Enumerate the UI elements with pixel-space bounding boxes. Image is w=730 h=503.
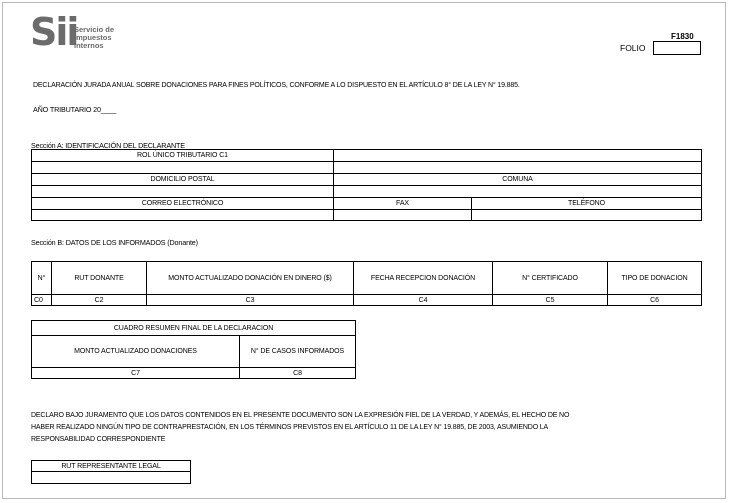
summary-header-amount: MONTO ACTUALIZADO DONACIONES bbox=[32, 336, 240, 368]
code-c8: C8 bbox=[240, 368, 356, 379]
col-header-amount: MONTO ACTUALIZADO DONACIÓN EN DINERO ($) bbox=[147, 262, 354, 295]
code-c4: C4 bbox=[354, 295, 493, 306]
summary-table bbox=[31, 320, 356, 379]
code-c5: C5 bbox=[493, 295, 608, 306]
comuna-field[interactable] bbox=[334, 186, 702, 198]
form-code: F1830 bbox=[671, 32, 694, 41]
fax-label: FAX bbox=[334, 198, 472, 210]
section-a-table bbox=[31, 149, 702, 221]
legal-rep-label: RUT REPRESENTANTE LEGAL bbox=[32, 461, 191, 472]
declaration-line-1: DECLARO BAJO JURAMENTO QUE LOS DATOS CONTENIDOS EN EL PRESENTE DOCUMENTO SON LA EXPRESIÓN FIEL DE LA VERDAD, Y ADEMÁS, EL HECHO DE NO bbox=[31, 412, 570, 419]
summary-title: CUADRO RESUMEN FINAL DE LA DECLARACION bbox=[32, 321, 356, 336]
fax-field[interactable] bbox=[334, 210, 472, 221]
logo-line-3: Internos bbox=[74, 41, 104, 50]
address-label: DOMICILIO POSTAL bbox=[32, 174, 334, 186]
summary-header-cases: N° DE CASOS INFORMADOS bbox=[240, 336, 356, 368]
logo-line-1: Servicio de bbox=[74, 25, 115, 34]
folio-field[interactable] bbox=[653, 41, 701, 55]
col-header-type: TIPO DE DONACION bbox=[608, 262, 702, 295]
section-b-title: Sección B: DATOS DE LOS INFORMADOS (Donante) bbox=[31, 238, 198, 247]
form-title: DECLARACIÓN JURADA ANUAL SOBRE DONACIONES PARA FINES POLÍTICOS, CONFORME A LO DISPUESTO EN EL ARTÍCULO 8° DE LA LEY N° 19.885. bbox=[33, 82, 520, 89]
email-field[interactable] bbox=[32, 210, 334, 221]
section-b-table bbox=[31, 261, 702, 306]
sii-logo-text bbox=[74, 26, 114, 50]
phone-label: TELÉFONO bbox=[472, 198, 702, 210]
sii-logo-mark: Sii bbox=[30, 10, 78, 54]
legal-rep-field[interactable] bbox=[32, 472, 191, 484]
address-field[interactable] bbox=[32, 186, 334, 198]
legal-rep-table bbox=[31, 460, 191, 484]
folio-label: FOLIO bbox=[620, 43, 646, 53]
rut-label: ROL ÚNICO TRIBUTARIO C1 bbox=[32, 150, 334, 162]
code-c6: C6 bbox=[608, 295, 702, 306]
code-c2: C2 bbox=[52, 295, 147, 306]
code-c0: C0 bbox=[32, 295, 52, 306]
rut-extra-cell[interactable] bbox=[334, 162, 702, 174]
section-a-title: Sección A: IDENTIFICACIÓN DEL DECLARANTE bbox=[31, 141, 185, 150]
phone-field[interactable] bbox=[472, 210, 702, 221]
col-header-date: FECHA RECEPCION DONACIÓN bbox=[354, 262, 493, 295]
rut-value-cell[interactable] bbox=[32, 162, 334, 174]
tax-year: AÑO TRIBUTARIO 20____ bbox=[33, 105, 117, 114]
col-header-certificate: N° CERTIFICADO bbox=[493, 262, 608, 295]
declaration-line-3: RESPONSABILIDAD CORRESPONDIENTE bbox=[31, 436, 166, 443]
code-c3: C3 bbox=[147, 295, 354, 306]
declaration-line-2: HABER REALIZADO NINGÚN TIPO DE CONTRAPRESTACIÓN, EN LOS TÉRMINOS PREVISTOS EN EL ARTÍCULO 11 DE LA LEY N° 19.885, DE 2003, ASUMIENDO LA bbox=[31, 424, 549, 431]
col-header-rut: RUT DONANTE bbox=[52, 262, 147, 295]
form-page bbox=[2, 2, 726, 499]
email-label: CORREO ELECTRÓNICO bbox=[32, 198, 334, 210]
comuna-label: COMUNA bbox=[334, 174, 702, 186]
rut-field[interactable] bbox=[334, 150, 702, 162]
logo-line-2: Impuestos bbox=[74, 33, 112, 42]
col-header-n: N° bbox=[32, 262, 52, 295]
code-c7: C7 bbox=[32, 368, 240, 379]
